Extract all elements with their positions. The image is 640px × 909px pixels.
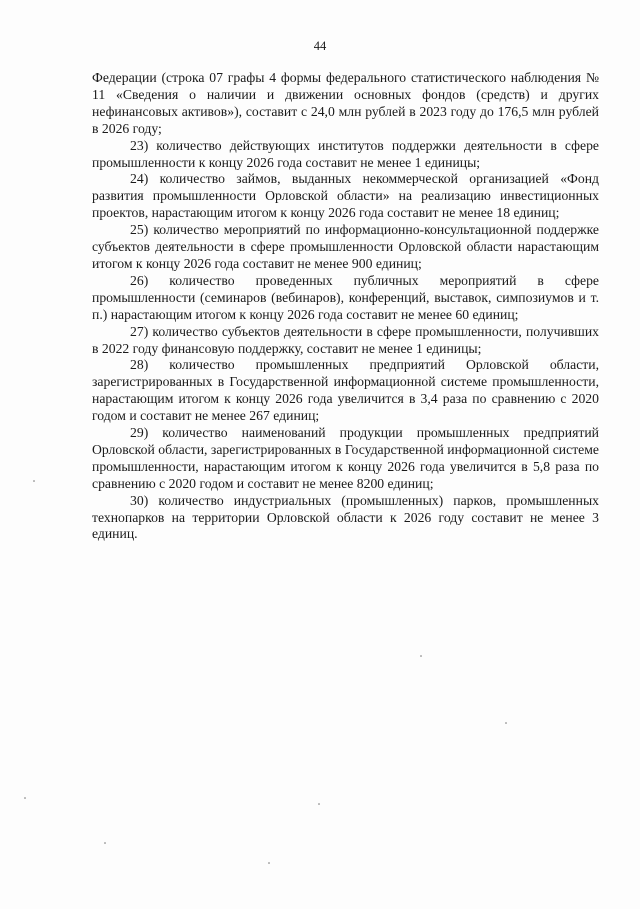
scan-speck xyxy=(104,842,106,844)
page-number: 44 xyxy=(313,39,327,53)
scan-speck xyxy=(420,655,422,657)
document-body xyxy=(92,70,599,543)
paragraph-item-29: 29) количество наименований продукции промышленных предприятий Орловской области, зарегистрированных в Государственной информационной системе промышленности, нарастающим итогом к концу 2026 года увеличится в 5,8 раза по сравнению с 2020 годом и составит не менее 8200 единиц; xyxy=(92,425,599,491)
paragraph-continuation: Федерации (строка 07 графы 4 формы федерального статистического наблюдения № 11 «Сведения о наличии и движении основных фондов (средств) и других нефинансовых активов»), составит с 24,0 млн рублей в 2023 году до 176,5 млн рублей в 2026 году; xyxy=(92,70,599,136)
scan-speck xyxy=(33,480,35,482)
paragraph-item-24: 24) количество займов, выданных некоммерческой организацией «Фонд развития промышленности Орловской области» на реализацию инвестиционных проектов, нарастающим итогом к концу 2026 года составит не менее 18 единиц; xyxy=(92,171,599,221)
paragraph-item-27: 27) количество субъектов деятельности в сфере промышленности, получивших в 2022 году финансовую поддержку, составит не менее 1 единицы; xyxy=(92,323,599,356)
paragraph-item-25: 25) количество мероприятий по информационно-консультационной поддержке субъектов деятельности в сфере промышленности Орловской области нарастающим итогом к концу 2026 года составит не менее 900 единиц; xyxy=(92,222,599,271)
paragraph-item-23: 23) количество действующих институтов поддержки деятельности в сфере промышленности к концу 2026 года составит не менее 1 единицы; xyxy=(92,137,599,170)
paragraph-item-30: 30) количество индустриальных (промышленных) парков, промышленных технопарков на территории Орловской области к 2026 году составит не менее 3 единиц. xyxy=(92,492,599,542)
paragraph-item-28: 28) количество промышленных предприятий Орловской области, зарегистрированных в Государственной информационной системе промышленности, нарастающим итогом к концу 2026 года увеличится в 3,4 раза по сравнению с 2020 годом и составит не менее 267 единиц; xyxy=(92,357,599,424)
scan-speck xyxy=(318,803,320,805)
paragraph-item-26: 26) количество проведенных публичных мероприятий в сфере промышленности (семинаров (вебинаров), конференций, выставок, симпозиумов и т. п.) нарастающим итогом к концу 2026 года составит не менее 60 единиц; xyxy=(92,272,599,322)
scan-speck xyxy=(24,797,26,799)
scan-speck xyxy=(505,722,507,724)
scan-speck xyxy=(268,862,270,864)
